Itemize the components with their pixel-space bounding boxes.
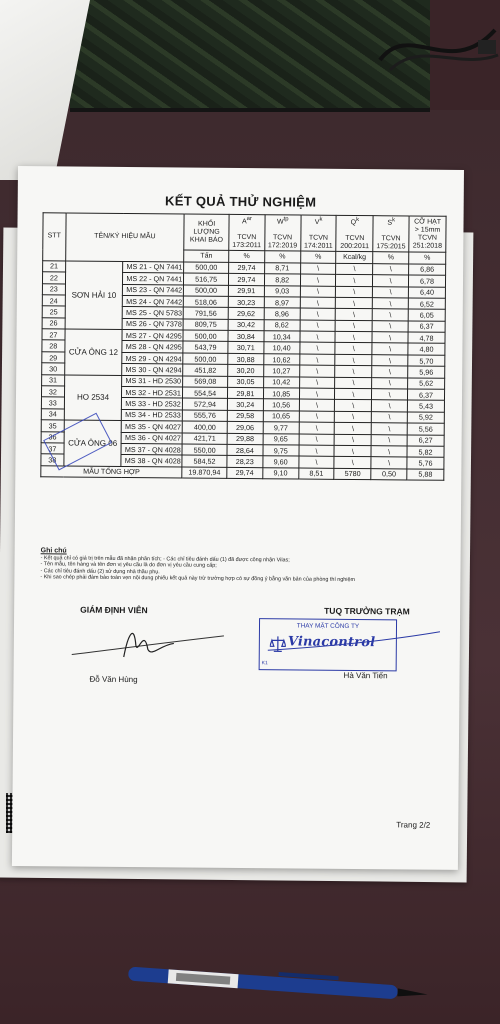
table-cell: 29,81 [227, 387, 263, 399]
table-cell: \ [299, 377, 335, 389]
table-cell: 22 [42, 272, 65, 284]
table-cell: \ [372, 366, 408, 378]
table-cell: 518,06 [184, 296, 229, 308]
table-cell: \ [299, 365, 335, 377]
table-cell: \ [372, 411, 408, 423]
inspector-name: Đỗ Văn Hùng [89, 674, 138, 685]
table-cell: 32 [41, 386, 64, 398]
table-cell: \ [336, 286, 373, 298]
table-cell: \ [372, 332, 408, 344]
table-cell: 29,74 [228, 274, 264, 286]
table-cell: 5,82 [407, 446, 444, 458]
table-cell: \ [299, 399, 335, 411]
table-cell: 8,71 [264, 262, 300, 274]
table-cell: 10,65 [263, 410, 299, 422]
page-number: Trang 2/2 [396, 820, 431, 830]
table-cell: 38 [41, 454, 64, 466]
table-cell: 8,96 [264, 308, 300, 320]
stamp-code: K1 [261, 660, 268, 667]
table-cell: \ [371, 446, 407, 458]
table-cell: 30 [42, 363, 65, 375]
table-cell: \ [299, 456, 335, 468]
table-cell: 6,52 [408, 298, 445, 310]
table-cell: 10,56 [263, 399, 299, 411]
header-mass: KHỐI LƯỢNG KHAI BÁO [184, 214, 229, 251]
table-cell: 31 [42, 374, 65, 386]
table-cell: \ [373, 286, 409, 298]
table-cell: 29,74 [229, 262, 265, 274]
table-cell: 500,00 [184, 285, 229, 297]
table-cell: \ [373, 298, 409, 310]
table-cell: \ [373, 275, 409, 287]
note-line: - Tên mẫu, tên hàng và tên đơn vị yêu cầu là do đơn vị yêu cầu cung cấp; [40, 561, 217, 569]
table-cell: 6,05 [408, 309, 445, 321]
table-cell: \ [372, 377, 408, 389]
table-cell: 4,80 [408, 343, 445, 355]
table-cell: 550,00 [182, 444, 227, 456]
table-cell: 791,56 [183, 307, 228, 319]
table-cell: 6,37 [408, 389, 445, 401]
table-cell: \ [372, 343, 408, 355]
table-cell: \ [335, 377, 372, 389]
table-cell: 30,88 [228, 353, 264, 365]
total-cell: 8,51 [298, 468, 334, 480]
table-cell: 9,03 [264, 285, 300, 297]
header-s: $S^k$ TCVN 175:2015 [373, 216, 409, 253]
table-cell: \ [372, 400, 408, 412]
table-cell: 10,85 [263, 388, 299, 400]
sample-group-label: SƠN HẢI 10 [65, 261, 123, 330]
table-cell: 35 [41, 420, 64, 432]
cables-icon [370, 10, 500, 80]
table-cell: 555,76 [183, 410, 228, 422]
header-w: $W^{tp}$ TCVN 172:2019 [265, 215, 301, 252]
table-cell: MS 38 - QN 4028 [121, 455, 182, 467]
table-cell: 28 [42, 340, 65, 352]
table-cell: \ [300, 308, 336, 320]
table-cell: 5,43 [407, 400, 444, 412]
table-cell: 5,92 [407, 412, 444, 424]
station-head-name: Hà Văn Tiến [343, 670, 388, 681]
table-cell: 30,20 [228, 365, 264, 377]
total-cell: 5,88 [407, 469, 444, 481]
table-cell: 5,96 [408, 366, 445, 378]
table-cell: 8,97 [264, 297, 300, 309]
table-cell: 36 [41, 431, 64, 443]
table-cell: 554,54 [183, 387, 228, 399]
table-cell: MS 26 - QN 7378 [122, 318, 183, 330]
table-cell: 9,60 [263, 456, 299, 468]
table-cell: 30,42 [228, 319, 264, 331]
total-cell: 9,10 [263, 467, 299, 479]
table-cell: 572,94 [183, 398, 228, 410]
table-cell: 37 [41, 443, 64, 455]
table-cell: 9,75 [263, 445, 299, 457]
table-cell: \ [334, 457, 371, 469]
table-cell: \ [299, 434, 335, 446]
table-cell: \ [299, 354, 335, 366]
table-cell: 26 [42, 317, 65, 329]
table-cell: \ [336, 274, 373, 286]
table-cell: MS 21 - QN 7441 [123, 261, 184, 273]
table-cell: \ [336, 320, 373, 332]
table-cell: MS 31 - HD 2530 [122, 375, 183, 387]
table-cell: \ [373, 263, 409, 275]
table-cell: \ [299, 422, 335, 434]
table-cell: \ [336, 263, 373, 275]
table-cell: \ [300, 263, 336, 275]
table-cell: \ [299, 411, 335, 423]
table-cell: \ [335, 388, 372, 400]
table-cell: \ [371, 434, 407, 446]
table-cell: 500,00 [183, 330, 228, 342]
stamp-brand: Vinacontrol [287, 634, 376, 651]
table-cell: MS 27 - QN 4295 [122, 330, 183, 342]
sample-group-label: CỬA ÔNG 06 [64, 420, 122, 466]
table-cell: 10,34 [264, 331, 300, 343]
table-cell: 34 [41, 409, 64, 421]
header-q: $Q^k$ TCVN 200:2011 [336, 215, 373, 252]
table-cell: MS 29 - QN 4294 [122, 352, 183, 364]
table-cell: 5,76 [407, 457, 444, 469]
table-cell: \ [300, 274, 336, 286]
table-cell: 809,75 [183, 319, 228, 331]
table-cell: 29 [42, 352, 65, 364]
total-row [41, 466, 444, 481]
table-cell: 30,84 [228, 330, 264, 342]
table-cell: \ [335, 343, 372, 355]
table-cell: 10,42 [263, 376, 299, 388]
table-cell: 6,40 [408, 286, 445, 298]
table-cell: 10,62 [264, 354, 300, 366]
stamp-top-text: THAY MẶT CÔNG TY [296, 622, 360, 631]
table-cell: 8,62 [264, 319, 300, 331]
inspector-title: GIÁM ĐỊNH VIÊN [80, 604, 148, 616]
document-title: KẾT QUẢ THỬ NGHIỆM [165, 193, 317, 210]
table-cell: MS 25 - QN 5783 [123, 307, 184, 319]
table-cell: 29,91 [228, 285, 264, 297]
table-cell: \ [372, 320, 408, 332]
table-cell: 30,71 [228, 342, 264, 354]
table-cell: 28,23 [227, 456, 263, 468]
table-cell: \ [300, 342, 336, 354]
table-cell: \ [334, 445, 371, 457]
table-cell: MS 24 - QN 7442 [123, 295, 184, 307]
test-result-document [12, 166, 464, 870]
table-cell: 29,88 [227, 433, 263, 445]
table-cell: MS 22 - QN 7441 [123, 273, 184, 285]
header-a: $A^{ar}$ TCVN 173:2011 [229, 214, 265, 251]
table-cell: \ [300, 297, 336, 309]
table-cell: 29,06 [227, 422, 263, 434]
table-cell: MS 35 - QN 4027 [122, 421, 183, 433]
table-cell: MS 33 - HD 2532 [122, 398, 183, 410]
table-cell: 10,27 [263, 365, 299, 377]
table-cell: 500,00 [184, 262, 229, 274]
table-cell: 6,37 [408, 321, 445, 333]
table-cell: 30,05 [228, 376, 264, 388]
table-cell: 30,24 [227, 399, 263, 411]
table-cell: 451,82 [183, 364, 228, 376]
table-cell: \ [300, 286, 336, 298]
table-cell: \ [335, 434, 372, 446]
table-cell: 28,64 [227, 444, 263, 456]
units-row: Tấn % % % Kcal/kg % % [43, 249, 446, 264]
table-cell: 24 [42, 295, 65, 307]
signature-icon [64, 614, 234, 667]
note-line: - Các chỉ tiêu đánh dấu (2) sử dụng nhà thầu phụ. [40, 568, 160, 576]
table-cell: \ [335, 400, 372, 412]
total-cell: 19.870,94 [182, 467, 227, 479]
table-cell: MS 37 - QN 4028 [121, 443, 182, 455]
note-line: - Kết quả chỉ có giá trị trên mẫu đã nhận phân tích; - Các chỉ tiêu đánh dấu (1) đã được công nhận Vilas; [40, 554, 290, 564]
table-cell: \ [372, 389, 408, 401]
table-cell: \ [371, 423, 407, 435]
table-cell: 6,78 [409, 275, 446, 287]
sample-group-label: HO 2534 [64, 375, 122, 421]
table-cell: 33 [41, 397, 64, 409]
table-cell: 5,62 [408, 378, 445, 390]
table-cell: 500,00 [183, 353, 228, 365]
table-cell: 5,56 [407, 423, 444, 435]
table-cell: MS 36 - QN 4027 [121, 432, 182, 444]
table-cell: 29,62 [228, 308, 264, 320]
total-cell: 29,74 [227, 467, 263, 479]
header-v: $V^k$ TCVN 174:2011 [300, 215, 336, 252]
table-cell: \ [299, 388, 335, 400]
table-cell: \ [335, 411, 372, 423]
table-cell: \ [371, 457, 407, 469]
table-cell: 543,79 [183, 341, 228, 353]
table-cell: \ [335, 366, 372, 378]
total-cell: 0,50 [371, 468, 407, 480]
table-cell: 569,08 [183, 376, 228, 388]
table-cell: MS 34 - HD 2533 [122, 409, 183, 421]
header-size: CỠ HẠT > 15mm TCVN 251:2018 [409, 216, 446, 253]
header-name: TÊN/KÝ HIỆU MẪU [65, 213, 184, 262]
table-cell: 400,00 [182, 421, 227, 433]
total-label: MẪU TỔNG HỢP [41, 466, 182, 479]
table-cell: \ [336, 297, 373, 309]
table-cell: \ [299, 445, 335, 457]
table-cell: 27 [42, 329, 65, 341]
table-cell: 8,82 [264, 274, 300, 286]
notes-heading: Ghi chú [40, 547, 67, 555]
table-cell: \ [335, 423, 372, 435]
note-line: - Khi sao chép phải đảm bảo toàn vẹn nội dung phiếu kết quả này trừ trường hợp có sự đồng ý bằng văn bản của phòng thí nghiệm [40, 574, 356, 584]
table-cell: 10,40 [264, 342, 300, 354]
table-cell: 6,27 [407, 435, 444, 447]
table-cell: 584,52 [182, 455, 227, 467]
table-cell: MS 23 - QN 7442 [123, 284, 184, 296]
table-cell: 516,75 [184, 273, 229, 285]
station-head-title: TUQ TRƯỞNG TRẠM [324, 605, 410, 617]
table-cell: MS 30 - QN 4294 [122, 364, 183, 376]
table-cell: \ [335, 331, 372, 343]
stamp-signature-icon [264, 616, 444, 658]
table-cell: \ [372, 354, 408, 366]
table-cell: MS 32 - HD 2531 [122, 386, 183, 398]
table-cell: \ [300, 320, 336, 332]
table-cell: 21 [43, 260, 66, 272]
table-cell: 9,77 [263, 422, 299, 434]
table-cell: \ [336, 309, 373, 321]
table-cell: 25 [42, 306, 65, 318]
table-cell: 29,58 [227, 410, 263, 422]
sample-group-label: CỬA ÔNG 12 [64, 329, 122, 375]
notes-section [40, 548, 440, 584]
table-cell: 9,65 [263, 433, 299, 445]
table-cell: 6,86 [409, 264, 446, 276]
table-cell: \ [335, 354, 372, 366]
table-cell: 4,78 [408, 332, 445, 344]
table-cell: MS 28 - QN 4295 [122, 341, 183, 353]
table-cell: 23 [42, 283, 65, 295]
table-cell: 421,71 [182, 433, 227, 445]
table-cell: 5,70 [408, 355, 445, 367]
table-cell: 30,23 [228, 296, 264, 308]
total-cell: 5780 [334, 468, 371, 480]
header-stt: STT [43, 213, 66, 261]
table-cell: \ [372, 309, 408, 321]
table-cell: \ [300, 331, 336, 343]
